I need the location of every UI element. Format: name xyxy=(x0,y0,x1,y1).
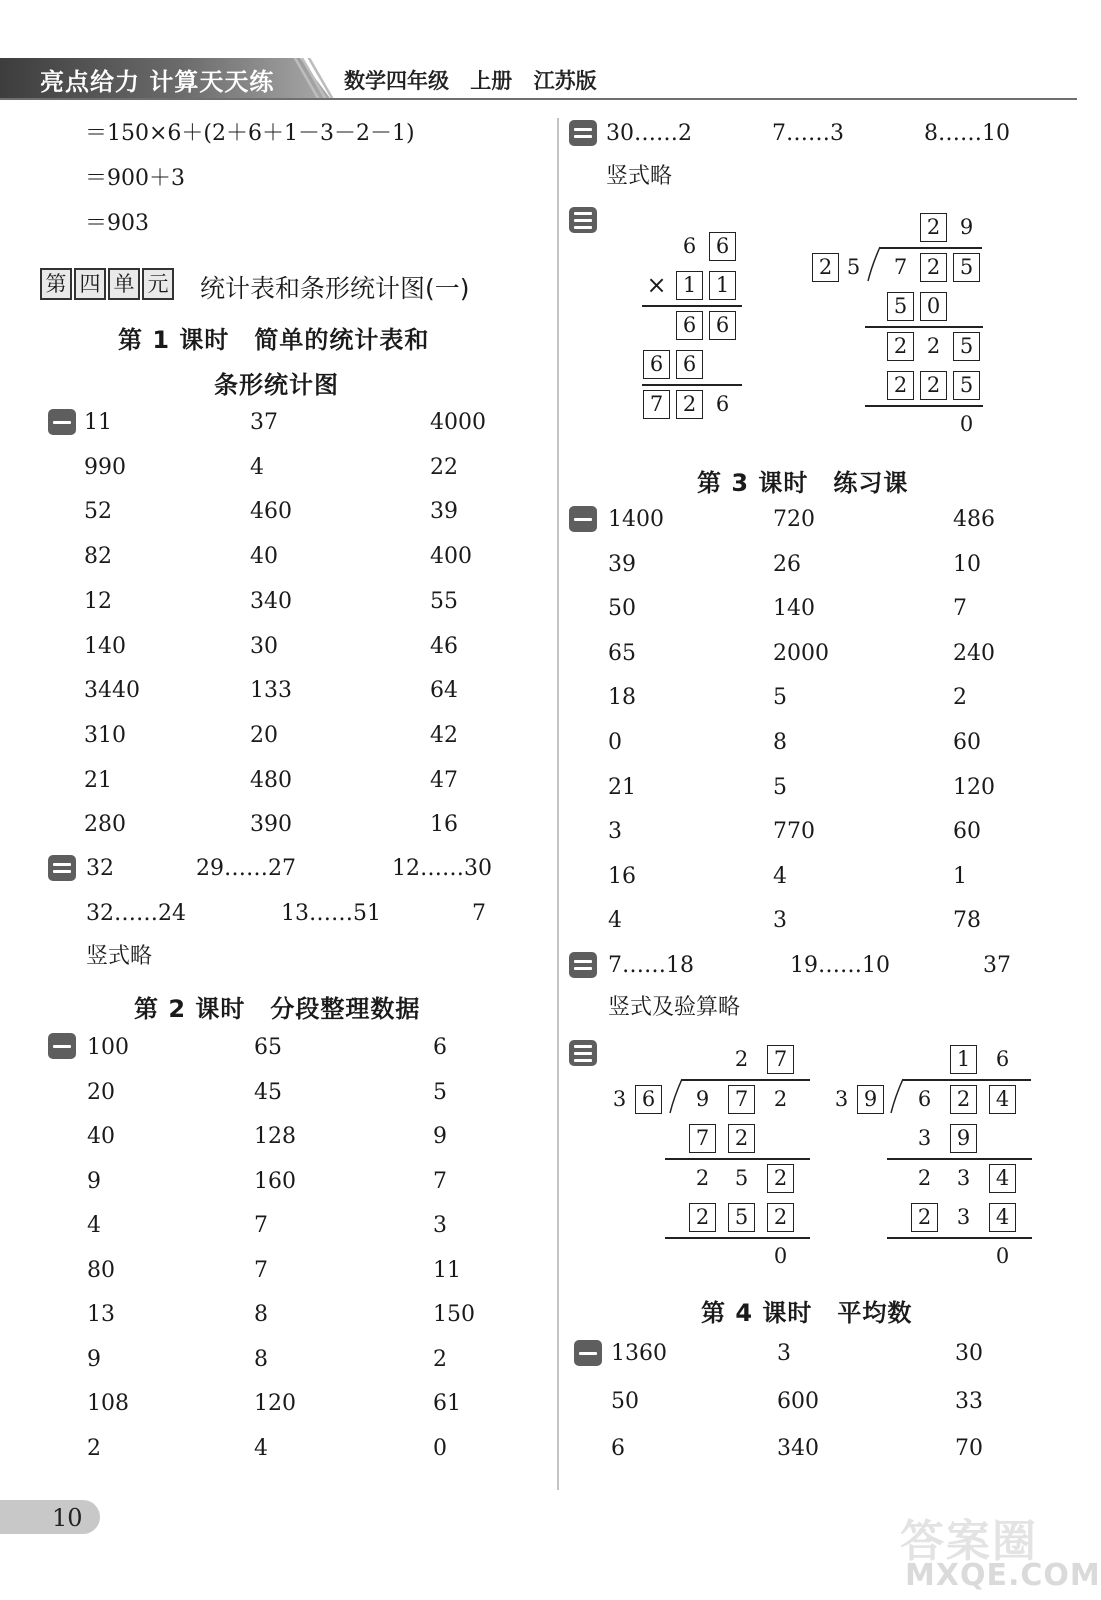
digit-box: 7 xyxy=(689,1124,716,1153)
digit: 5 xyxy=(846,255,861,279)
lesson-4-title: 第 4 课时 平均数 xyxy=(701,1299,913,1327)
answer: 2 xyxy=(87,1435,101,1461)
digit-box: 4 xyxy=(989,1203,1016,1232)
remainder: 0 xyxy=(773,1244,788,1268)
answer: 770 xyxy=(773,819,815,845)
digit-box: 6 xyxy=(676,350,703,379)
note-vertical-and-check-omitted: 竖式及验算略 xyxy=(608,995,741,1020)
digit-box: 5 xyxy=(728,1203,755,1232)
answer: 2000 xyxy=(773,640,829,666)
rule xyxy=(642,305,742,307)
rule xyxy=(665,1237,810,1239)
answer: 30 xyxy=(250,633,278,659)
answer: 340 xyxy=(250,588,292,614)
digit-box: 2 xyxy=(767,1203,794,1232)
digit-box: 5 xyxy=(887,292,914,321)
digit-box: 4 xyxy=(989,1085,1016,1114)
answer: 486 xyxy=(953,507,995,532)
answer: 133 xyxy=(250,678,292,704)
answer: 21 xyxy=(84,767,112,793)
digit: 9 xyxy=(959,215,974,239)
answer: 7……3 xyxy=(772,121,844,146)
answer: 3440 xyxy=(84,678,140,704)
answer: 52 xyxy=(84,499,112,525)
answer: 280 xyxy=(84,812,126,838)
digit-box: 6 xyxy=(709,311,736,340)
answer: 32……24 xyxy=(86,901,186,926)
answer: 65 xyxy=(608,640,636,666)
answer: 39 xyxy=(608,551,636,577)
digit-box: 2 xyxy=(887,332,914,361)
division-bracket xyxy=(889,1079,907,1115)
answer: 5 xyxy=(773,685,787,711)
digit: 2 xyxy=(926,334,941,358)
digit: 3 xyxy=(834,1087,849,1111)
digit: 6 xyxy=(682,234,697,258)
answer: 400 xyxy=(430,544,472,570)
answer: 13 xyxy=(87,1302,115,1327)
answer: 16 xyxy=(608,863,636,889)
digit-box: 2 xyxy=(812,253,839,282)
answer: 0 xyxy=(433,1435,447,1461)
answer: 55 xyxy=(430,588,458,614)
lesson-3-title: 第 3 课时 练习课 xyxy=(697,469,909,497)
rule xyxy=(642,384,742,386)
division-bar xyxy=(682,1079,810,1081)
remainder: 0 xyxy=(995,1244,1010,1268)
digit: 3 xyxy=(956,1205,971,1229)
answer: 9 xyxy=(87,1346,101,1372)
page-number-pill xyxy=(0,1500,100,1534)
answer: 2 xyxy=(953,685,967,711)
rule xyxy=(865,326,983,328)
answer: 19……10 xyxy=(790,953,890,978)
lesson-1-title-cont: 条形统计图 xyxy=(214,371,339,399)
answer: 4 xyxy=(608,908,622,934)
answer: 42 xyxy=(430,722,458,748)
answer: 50 xyxy=(608,596,636,622)
digit-box: 2 xyxy=(767,1164,794,1193)
answer: 4000 xyxy=(430,410,486,435)
answer: 7……18 xyxy=(608,953,694,978)
answer: 9 xyxy=(87,1168,101,1194)
answer: 4 xyxy=(250,454,264,480)
answer: 120 xyxy=(254,1391,296,1416)
answer: 37 xyxy=(983,953,1011,978)
unit-char: 第 xyxy=(40,268,72,300)
answer: 80 xyxy=(87,1257,115,1283)
answer: 46 xyxy=(430,633,458,659)
digit-box: 2 xyxy=(920,253,947,282)
digit-box: 1 xyxy=(709,271,736,300)
answer: 8 xyxy=(773,730,787,755)
digit: 5 xyxy=(734,1166,749,1190)
answer: 150 xyxy=(433,1302,475,1327)
digit: 6 xyxy=(917,1087,932,1111)
digit-box: 5 xyxy=(953,253,980,282)
digit-box: 2 xyxy=(920,213,947,242)
answer: 3 xyxy=(773,908,787,934)
calc-line-1: ＝150×6＋(2＋6＋1－3－2－1) xyxy=(85,121,415,146)
digit-box: 9 xyxy=(950,1124,977,1153)
answer: 7 xyxy=(433,1168,447,1194)
section-1-icon xyxy=(48,1033,76,1059)
answer: 600 xyxy=(777,1388,819,1414)
digit-box: 2 xyxy=(689,1203,716,1232)
answer: 4 xyxy=(773,863,787,889)
answer: 140 xyxy=(773,596,815,622)
answer: 990 xyxy=(84,454,126,480)
lesson-2-title: 第 2 课时 分段整理数据 xyxy=(134,995,421,1023)
rule xyxy=(887,1237,1032,1239)
answer: 8 xyxy=(254,1346,268,1372)
header-rule xyxy=(0,98,1077,100)
answer: 7 xyxy=(254,1213,268,1238)
watermark-url: MXQE.COM xyxy=(905,1558,1101,1593)
digit-box: 2 xyxy=(728,1124,755,1153)
division-bracket xyxy=(668,1079,686,1115)
digit-box: 5 xyxy=(953,371,980,400)
digit-box: 0 xyxy=(920,292,947,321)
digit-box: 7 xyxy=(643,390,670,419)
answer: 480 xyxy=(250,767,292,793)
section-2-icon xyxy=(569,120,597,146)
digit-box: 6 xyxy=(709,232,736,261)
answer: 82 xyxy=(84,544,112,570)
digit: 7 xyxy=(893,255,908,279)
column-divider xyxy=(557,118,559,1490)
answer: 26 xyxy=(773,551,801,577)
answer: 3 xyxy=(777,1341,791,1366)
answer: 13……51 xyxy=(281,901,381,926)
lesson-1-title: 第 1 课时 简单的统计表和 xyxy=(118,326,430,354)
answer: 78 xyxy=(953,908,981,934)
answer: 11 xyxy=(84,410,112,435)
digit-box: 6 xyxy=(643,350,670,379)
answer: 310 xyxy=(84,722,126,748)
division-bar xyxy=(880,247,982,249)
answer: 60 xyxy=(953,730,981,755)
answer: 720 xyxy=(773,507,815,532)
answer: 7 xyxy=(254,1257,268,1283)
section-3-icon xyxy=(569,207,597,233)
digit-box: 7 xyxy=(728,1085,755,1114)
answer: 460 xyxy=(250,499,292,525)
answer: 20 xyxy=(250,722,278,748)
digit-box: 6 xyxy=(635,1085,662,1114)
digit-box: 9 xyxy=(857,1085,884,1114)
answer: 5 xyxy=(433,1079,447,1105)
answer: 1360 xyxy=(611,1341,667,1366)
answer: 6 xyxy=(611,1436,625,1461)
answer: 12……30 xyxy=(392,856,492,881)
digit: 9 xyxy=(695,1087,710,1111)
digit: 2 xyxy=(917,1166,932,1190)
answer: 40 xyxy=(250,544,278,570)
division-bracket xyxy=(866,247,884,283)
answer: 20 xyxy=(87,1079,115,1105)
section-3-icon xyxy=(569,1040,597,1066)
answer: 64 xyxy=(430,678,458,704)
answer: 6 xyxy=(433,1035,447,1060)
answer: 10 xyxy=(953,551,981,577)
section-1-icon xyxy=(48,409,76,435)
answer: 16 xyxy=(430,812,458,838)
answer: 18 xyxy=(608,685,636,711)
answer: 29……27 xyxy=(196,856,296,881)
digit-box: 4 xyxy=(989,1164,1016,1193)
answer: 2 xyxy=(433,1346,447,1372)
answer: 32 xyxy=(86,856,114,881)
answer: 8……10 xyxy=(924,121,1010,146)
answer: 0 xyxy=(608,730,622,755)
answer: 128 xyxy=(254,1124,296,1149)
calc-line-2: ＝900＋3 xyxy=(85,166,185,191)
answer: 120 xyxy=(953,774,995,800)
unit-label xyxy=(40,268,176,300)
section-2-icon xyxy=(569,952,597,978)
digit-box: 2 xyxy=(950,1085,977,1114)
digit: 3 xyxy=(612,1087,627,1111)
answer: 100 xyxy=(87,1035,129,1060)
unit-char: 四 xyxy=(74,268,106,300)
answer: 1 xyxy=(953,863,967,889)
answer: 12 xyxy=(84,588,112,614)
answer: 3 xyxy=(608,819,622,845)
answer: 4 xyxy=(87,1213,101,1238)
answer: 11 xyxy=(433,1257,461,1283)
answer: 9 xyxy=(433,1124,447,1149)
section-1-icon xyxy=(569,506,597,532)
answer: 50 xyxy=(611,1388,639,1414)
digit-box: 1 xyxy=(950,1045,977,1074)
answer: 340 xyxy=(777,1436,819,1461)
answer: 30 xyxy=(955,1341,983,1366)
answer: 3 xyxy=(433,1213,447,1238)
answer: 160 xyxy=(254,1168,296,1194)
answer: 108 xyxy=(87,1391,129,1416)
times-sign: × xyxy=(646,271,667,299)
series-title: 亮点给力 计算天天练 xyxy=(40,68,275,96)
answer: 22 xyxy=(430,454,458,480)
rule xyxy=(865,405,983,407)
rule xyxy=(887,1158,1032,1160)
unit-char: 元 xyxy=(142,268,174,300)
unit-title: 统计表和条形统计图(一) xyxy=(200,274,470,303)
book-subtitle: 数学四年级 上册 江苏版 xyxy=(344,69,597,93)
digit: 2 xyxy=(695,1166,710,1190)
digit-box: 2 xyxy=(920,371,947,400)
answer: 21 xyxy=(608,774,636,800)
calc-line-3: ＝903 xyxy=(85,211,149,236)
answer: 240 xyxy=(953,640,995,666)
answer: 40 xyxy=(87,1124,115,1149)
digit-box: 2 xyxy=(911,1203,938,1232)
page-number: 10 xyxy=(52,1504,83,1532)
section-1-icon xyxy=(574,1340,602,1366)
answer: 390 xyxy=(250,812,292,838)
answer: 65 xyxy=(254,1035,282,1060)
answer: 7 xyxy=(953,596,967,622)
remainder: 0 xyxy=(959,412,974,436)
digit-box: 6 xyxy=(676,311,703,340)
digit: 3 xyxy=(956,1166,971,1190)
answer: 70 xyxy=(955,1436,983,1461)
answer: 37 xyxy=(250,410,278,435)
section-2-icon xyxy=(48,855,76,881)
answer: 30……2 xyxy=(606,121,692,146)
unit-char: 单 xyxy=(108,268,140,300)
digit: 3 xyxy=(917,1126,932,1150)
digit-box: 2 xyxy=(676,390,703,419)
answer: 39 xyxy=(430,499,458,525)
digit-box: 5 xyxy=(953,332,980,361)
answer: 61 xyxy=(433,1391,461,1416)
digit-box: 7 xyxy=(767,1045,794,1074)
rule xyxy=(665,1158,810,1160)
watermark-logo: 答案圈 xyxy=(900,1516,1038,1567)
answer: 5 xyxy=(773,774,787,800)
answer: 60 xyxy=(953,819,981,845)
answer: 1400 xyxy=(608,507,664,532)
answer: 47 xyxy=(430,767,458,793)
answer: 140 xyxy=(84,633,126,659)
digit: 2 xyxy=(773,1087,788,1111)
digit-box: 1 xyxy=(676,271,703,300)
answer: 45 xyxy=(254,1079,282,1105)
answer: 7 xyxy=(472,901,486,926)
answer: 8 xyxy=(254,1302,268,1327)
division-bar xyxy=(903,1079,1031,1081)
digit: 2 xyxy=(734,1047,749,1071)
answer: 4 xyxy=(254,1435,268,1461)
digit: 6 xyxy=(715,392,730,416)
digit: 6 xyxy=(995,1047,1010,1071)
note-vertical-omitted: 竖式略 xyxy=(86,944,153,969)
answer: 33 xyxy=(955,1388,983,1414)
digit-box: 2 xyxy=(887,371,914,400)
note-vertical-omitted: 竖式略 xyxy=(606,164,673,189)
